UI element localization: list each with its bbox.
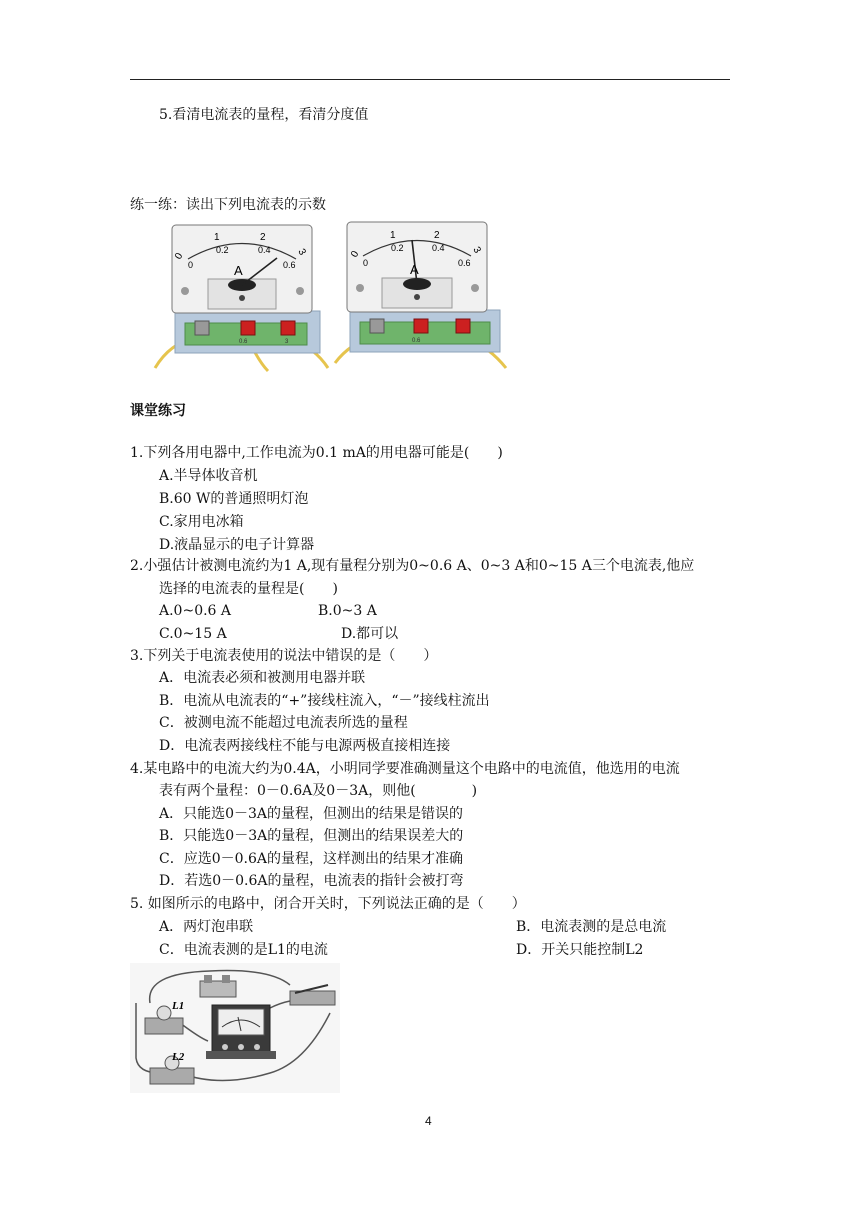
circuit-figure (130, 963, 340, 1093)
scale-bottom-3: 0.6 (458, 258, 471, 268)
lamp-l2-label: L2 (172, 1051, 185, 1063)
scale-top-2: 2 (434, 230, 440, 241)
q4-stem-line1: 4.某电路中的电流大约为0.4A，小明同学要准确测量这个电路中的电流值，他选用的电流 (130, 761, 680, 777)
q1-stem: 1.下列各用电器中,工作电流为0.1 mA的用电器可能是( ) (130, 445, 503, 461)
q5-option-d: D．开关只能控制L2 (516, 942, 644, 958)
practice-prompt: 练一练：读出下列电流表的示数 (130, 197, 326, 213)
q3-option-d: D．电流表两接线柱不能与电源两极直接相连接 (159, 738, 451, 754)
q2-option-a: A.0~0.6 A (159, 603, 232, 619)
section-title: 课堂练习 (130, 403, 186, 419)
q3-option-b: B．电流从电流表的“+”接线柱流入，“－”接线柱流出 (159, 693, 490, 709)
scale-bottom-0: 0 (363, 258, 369, 268)
q1-option-d: D.液晶显示的电子计算器 (159, 537, 315, 553)
scale-bottom-2: 0.4 (258, 245, 271, 255)
q5-option-b: B．电流表测的是总电流 (516, 919, 667, 935)
unit-label: A (234, 263, 243, 278)
q4-option-b: B．只能选0－3A的量程，但测出的结果误差大的 (159, 828, 464, 844)
q3-stem: 3.下列关于电流表使用的说法中错误的是（ ） (130, 648, 438, 664)
q3-option-c: C．被测电流不能超过电流表所选的量程 (159, 715, 408, 731)
scale-top-0: 0 (349, 249, 362, 260)
q2-stem-line2: 选择的电流表的量程是( ) (159, 581, 338, 597)
q2-option-c: C.0~15 A (159, 626, 227, 642)
q4-option-a: A．只能选0－3A的量程，但测出的结果是错误的 (159, 806, 464, 822)
q2-option-d: D.都可以 (341, 626, 399, 642)
q5-option-c: C．电流表测的是L1的电流 (159, 942, 328, 958)
scale-top-3: 3 (470, 245, 483, 256)
q4-option-d: D．若选0－0.6A的量程，电流表的指针会被打弯 (159, 873, 464, 889)
scale-top-2: 2 (260, 232, 266, 243)
scale-top-0: 0 (173, 251, 186, 262)
scale-bottom-1: 0.2 (391, 243, 404, 253)
scale-top-1: 1 (214, 232, 220, 243)
page-number: 4 (425, 1114, 432, 1128)
unit-label: A (410, 262, 419, 277)
terminal-label-06: 0.6 (412, 338, 421, 344)
q5-option-a: A．两灯泡串联 (159, 919, 254, 935)
q1-option-b: B.60 W的普通照明灯泡 (159, 491, 309, 507)
q4-option-c: C．应选0－0.6A的量程，这样测出的结果才准确 (159, 851, 463, 867)
scale-bottom-2: 0.4 (432, 243, 445, 253)
header-rule (130, 79, 730, 80)
ammeter-figure-2 (330, 218, 510, 373)
q2-option-b: B.0~3 A (318, 603, 377, 619)
q1-option-a: A.半导体收音机 (159, 468, 258, 484)
step-5-text: 5.看清电流表的量程，看清分度值 (159, 107, 369, 123)
q1-option-c: C.家用电冰箱 (159, 514, 244, 530)
scale-top-3: 3 (295, 247, 308, 258)
q4-stem-line2: 表有两个量程：0－0.6A及0－3A，则他( ) (159, 783, 478, 799)
q2-stem-line1: 2.小强估计被测电流约为1 A,现有量程分别为0~0.6 A、0~3 A和0~15 A三个电流表,他应 (130, 558, 695, 574)
lamp-l1-label: L1 (172, 1000, 185, 1012)
ammeter-figure-1 (150, 223, 330, 373)
scale-top-1: 1 (390, 230, 396, 241)
scale-bottom-0: 0 (188, 260, 194, 270)
terminal-label-3: 3 (285, 339, 289, 345)
q3-option-a: A．电流表必须和被测用电器并联 (159, 670, 366, 686)
scale-bottom-1: 0.2 (216, 245, 229, 255)
q5-stem: 5. 如图所示的电路中，闭合开关时，下列说法正确的是（ ） (130, 896, 526, 912)
terminal-label-06: 0.6 (239, 339, 248, 345)
scale-bottom-3: 0.6 (283, 260, 296, 270)
